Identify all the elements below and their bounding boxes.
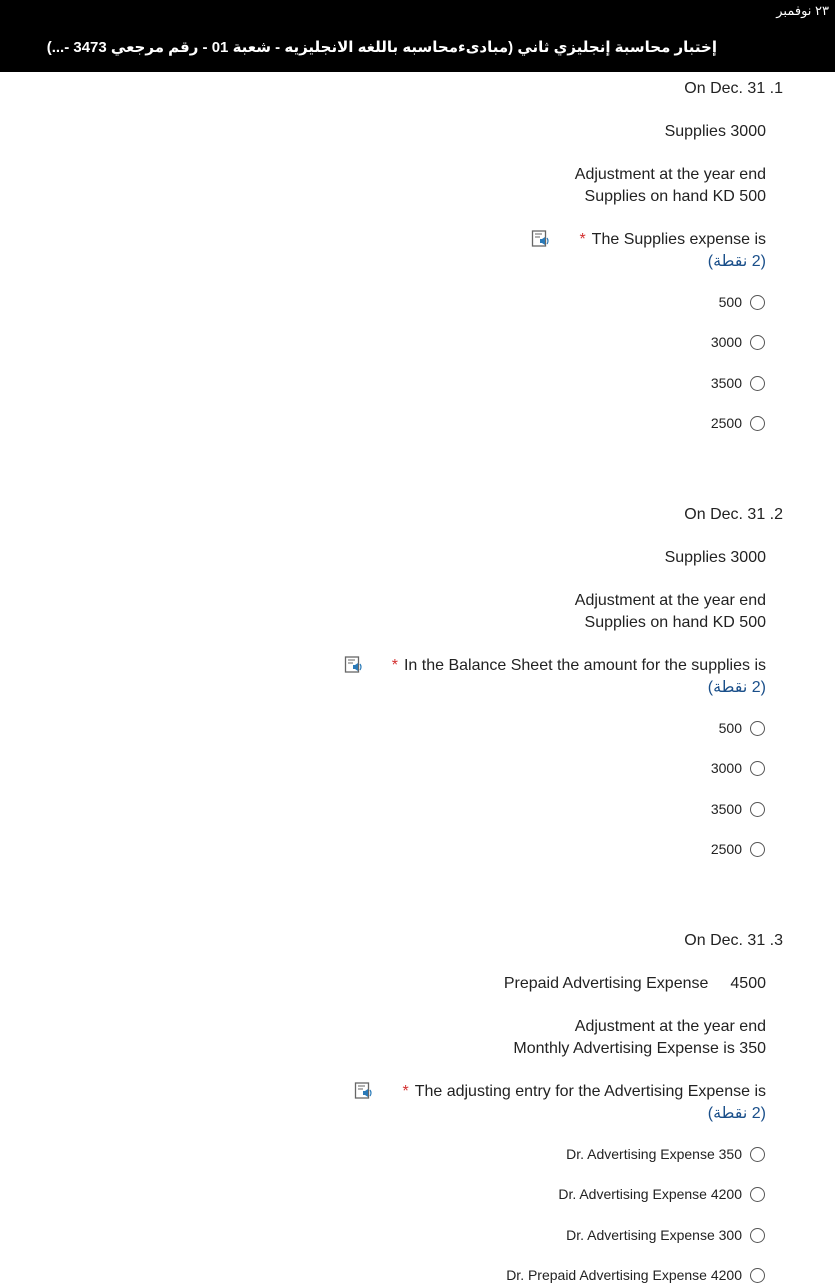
radio-button[interactable] — [750, 1268, 765, 1283]
option-label: Dr. Prepaid Advertising Expense 4200 — [506, 1267, 742, 1283]
adjustment-line-2: Supplies on hand KD 500 — [584, 614, 766, 631]
answer-option[interactable] — [719, 294, 765, 310]
question-points: (2 نقطة) — [707, 253, 766, 270]
adjustment-line-1: Adjustment at the year end — [574, 1018, 766, 1035]
question-points: (2 نقطة) — [707, 679, 766, 696]
account-amount: 4500 — [730, 975, 766, 992]
radio-button[interactable] — [750, 802, 765, 817]
required-star: * — [391, 657, 398, 674]
option-label: Dr. Advertising Expense 4200 — [558, 1186, 742, 1202]
answer-option[interactable] — [558, 1186, 765, 1202]
adjustment-line-1: Adjustment at the year end — [574, 592, 766, 609]
answer-option[interactable] — [566, 1146, 765, 1162]
radio-button[interactable] — [750, 295, 765, 310]
option-label: 3500 — [710, 375, 742, 391]
adjustment-line-2: Supplies on hand KD 500 — [584, 188, 766, 205]
section-number: On Dec. 31 .2 — [684, 506, 783, 523]
section-number: On Dec. 31 .3 — [684, 932, 783, 949]
section-description: Supplies 3000 — [664, 549, 766, 566]
option-label: 3000 — [710, 760, 742, 776]
question-text: In the Balance Sheet the amount for the supplies is — [403, 657, 766, 674]
question-title — [531, 229, 766, 251]
question-text: The adjusting entry for the Advertising Expense is — [414, 1083, 766, 1100]
answer-option[interactable] — [506, 1267, 765, 1283]
section-description: Supplies 3000 — [664, 123, 766, 140]
page-title: إختبار محاسبة إنجليزي ثاني (مبادىءمحاسبه باللغه الانجليزيه - شعبة 01 - رقم مرجعي 3473 -...) — [46, 39, 717, 56]
status-bar-date: ٢٣ نوفمبر — [776, 3, 829, 18]
question-text: The Supplies expense is — [591, 231, 766, 248]
answer-option[interactable] — [711, 760, 765, 776]
form-content — [0, 72, 835, 1283]
radio-button[interactable] — [750, 721, 765, 736]
question-points: (2 نقطة) — [707, 1105, 766, 1122]
section-number: On Dec. 31 .1 — [684, 80, 783, 97]
question-title — [354, 1081, 766, 1103]
answer-option[interactable] — [566, 1227, 765, 1243]
option-label: 3500 — [710, 801, 742, 817]
immersive-reader-icon[interactable] — [531, 229, 553, 249]
app-header — [0, 0, 835, 72]
radio-button[interactable] — [750, 376, 765, 391]
radio-button[interactable] — [750, 761, 765, 776]
radio-button[interactable] — [750, 1187, 765, 1202]
immersive-reader-icon[interactable] — [354, 1081, 376, 1101]
option-label: Dr. Advertising Expense 350 — [566, 1146, 742, 1162]
immersive-reader-icon[interactable] — [344, 655, 366, 675]
section-description — [504, 973, 766, 995]
option-label: 500 — [718, 294, 742, 310]
answer-option[interactable] — [711, 801, 765, 817]
answer-option[interactable] — [711, 334, 765, 350]
option-label: 2500 — [710, 841, 742, 857]
radio-button[interactable] — [750, 1228, 765, 1243]
question-title — [344, 655, 766, 677]
radio-button[interactable] — [750, 842, 765, 857]
adjustment-line-2: Monthly Advertising Expense is 350 — [513, 1040, 766, 1057]
answer-option[interactable] — [711, 841, 765, 857]
option-label: 500 — [718, 720, 742, 736]
account-name: Prepaid Advertising Expense — [503, 975, 709, 992]
answer-option[interactable] — [711, 415, 765, 431]
required-star: * — [579, 231, 586, 248]
answer-option[interactable] — [719, 720, 765, 736]
option-label: 3000 — [710, 334, 742, 350]
adjustment-line-1: Adjustment at the year end — [574, 166, 766, 183]
option-label: 2500 — [710, 415, 742, 431]
radio-button[interactable] — [750, 1147, 765, 1162]
answer-option[interactable] — [711, 375, 765, 391]
radio-button[interactable] — [750, 416, 765, 431]
required-star: * — [402, 1083, 409, 1100]
option-label: Dr. Advertising Expense 300 — [566, 1227, 742, 1243]
radio-button[interactable] — [750, 335, 765, 350]
